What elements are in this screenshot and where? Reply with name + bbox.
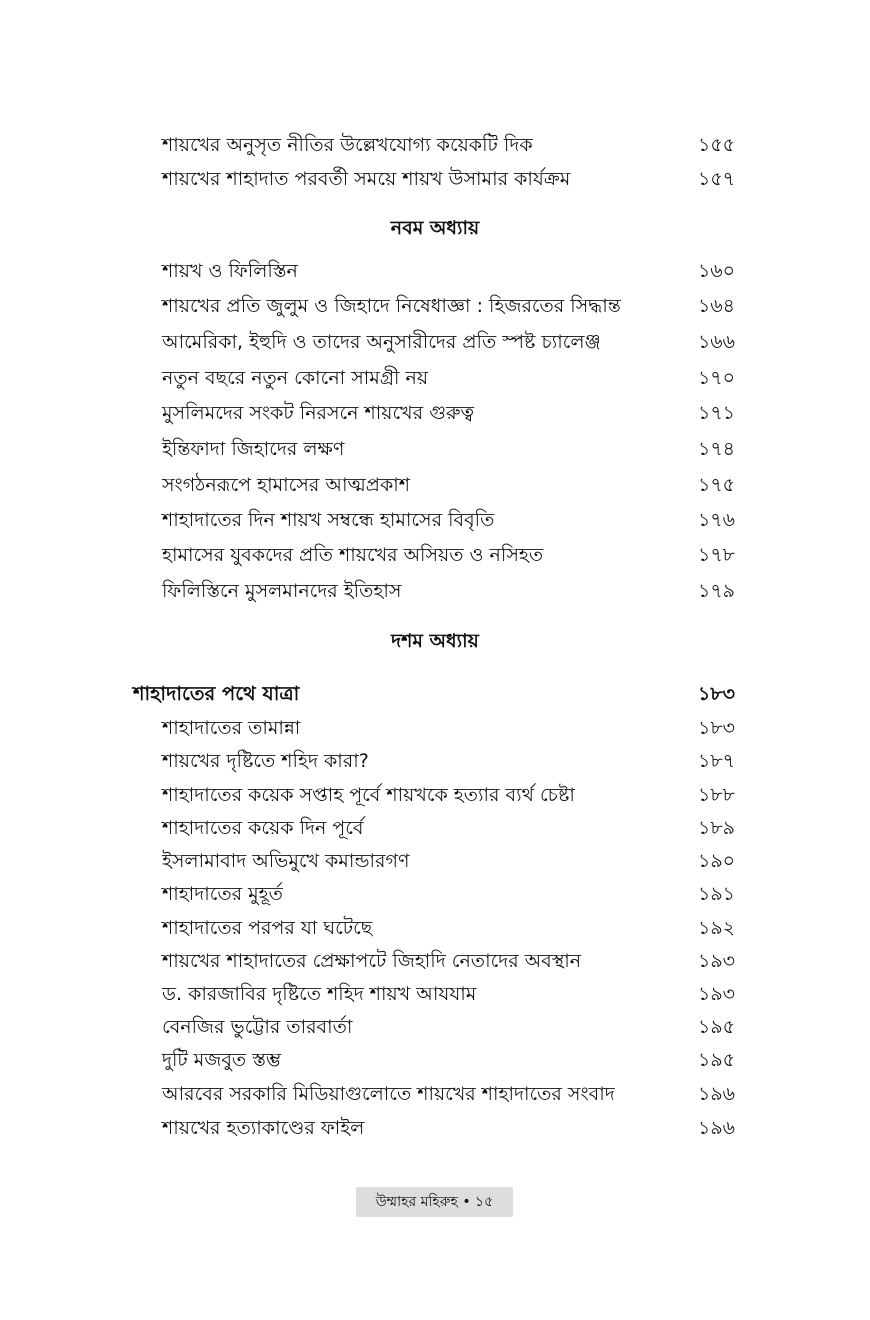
toc-entry-title: ফিলিস্তিনে মুসলমানদের ইতিহাস — [162, 580, 402, 602]
toc-entry — [0, 363, 870, 397]
page-footer: উম্মাহর মহিরুহ • ১৫ — [356, 1187, 513, 1217]
toc-entry-page: ১৯৬ — [697, 1117, 735, 1139]
toc-entry-title: শায়খের দৃষ্টিতে শহিদ কারা? — [162, 750, 369, 772]
toc-entry-title: শাহাদাতের দিন শায়খ সম্বন্ধে হামাসের বিবৃতি — [162, 509, 495, 531]
toc-entry-page: ১৮৩ — [697, 717, 735, 739]
toc-entry — [0, 913, 870, 947]
toc-entry-page: ১৯২ — [697, 917, 735, 939]
toc-entry — [0, 780, 870, 814]
toc-entry — [0, 130, 870, 164]
toc-entry — [0, 713, 870, 747]
toc-entry-title: দুটি মজবুত স্তম্ভ — [162, 1049, 281, 1071]
toc-entry-page: ১৭৮ — [697, 544, 735, 566]
toc-entry-page: ১৭৯ — [697, 580, 735, 602]
toc-entry-title: ইন্তিফাদা জিহাদের লক্ষণ — [162, 438, 345, 460]
toc-entry-title: ড. কারজাবির দৃষ্টিতে শহিদ শায়খ আযযাম — [162, 983, 477, 1005]
toc-entry-page: ১৬৬ — [697, 331, 735, 353]
toc-entry-title: ইসলামাবাদ অভিমুখে কমান্ডারগণ — [162, 850, 410, 872]
toc-entry — [0, 434, 870, 468]
toc-entry-title: মুসলিমদের সংকট নিরসনে শায়খের গুরুত্ব — [162, 402, 475, 424]
toc-entry-page: ১৫৫ — [698, 134, 735, 156]
toc-entry-page: ১৯৩ — [697, 983, 735, 1005]
chapter-heading: নবম অধ্যায় — [390, 217, 480, 239]
toc-entry — [0, 846, 870, 880]
toc-entry-title: বেনজির ভুট্টোর তারবার্তা — [162, 1016, 353, 1038]
toc-main-entry-page: ১৮৩ — [697, 683, 735, 705]
toc-entry-title: শায়খের শাহাদাত পরবর্তী সময়ে শায়খ উসামার কার্যক্রম — [162, 168, 571, 190]
toc-entry — [0, 291, 870, 325]
toc-entry-page: ১৫৭ — [697, 168, 735, 190]
toc-entry-title: শাহাদাতের তামান্না — [162, 717, 301, 739]
toc-entry-page: ১৭৫ — [697, 474, 735, 496]
toc-entry — [0, 813, 870, 847]
toc-entry-page: ১৭৬ — [697, 509, 735, 531]
toc-entry-title: শাহাদাতের কয়েক সপ্তাহ পূর্বে শায়খকে হত্যার ব্যর্থ চেষ্টা — [162, 784, 575, 806]
toc-entry — [0, 327, 870, 361]
toc-entry-title: সংগঠনরূপে হামাসের আত্মপ্রকাশ — [162, 474, 411, 496]
toc-entry-page: ১৭৪ — [697, 438, 735, 460]
toc-entry — [0, 505, 870, 539]
toc-entry — [0, 979, 870, 1013]
toc-entry-page: ১৬০ — [697, 260, 735, 282]
toc-entry-page: ১৮৯ — [698, 817, 735, 839]
toc-entry-page: ১৯৫ — [698, 1049, 735, 1071]
toc-entry — [0, 879, 870, 913]
toc-entry-title: শাহাদাতের পরপর যা ঘটেছে — [162, 917, 373, 939]
toc-entry-title: শাহাদাতের মুহূর্ত — [162, 883, 283, 905]
toc-entry-page: ১৮৭ — [697, 750, 735, 772]
toc-entry-title: শায়খ ও ফিলিস্তিন — [162, 260, 298, 282]
toc-entry-title: হামাসের যুবকদের প্রতি শায়খের অসিয়ত ও নসিহত — [162, 544, 544, 566]
toc-main-entry-title: শাহাদাতের পথে যাত্রা — [133, 682, 300, 705]
toc-entry-title: নতুন বছরে নতুন কোনো সামগ্রী নয় — [162, 367, 429, 389]
toc-entry — [0, 1012, 870, 1046]
toc-entry-page: ১৯১ — [698, 883, 735, 905]
toc-entry-page: ১৯৩ — [697, 950, 735, 972]
toc-entry-title: আমেরিকা, ইহুদি ও তাদের অনুসারীদের প্রতি স্পষ্ট চ্যালেঞ্জ — [162, 331, 601, 353]
toc-main-entry — [0, 679, 870, 713]
toc-entry-page: ১৮৮ — [698, 784, 735, 806]
toc-entry-page: ১৯০ — [697, 850, 735, 872]
toc-entry — [0, 576, 870, 610]
toc-entry — [0, 1079, 870, 1113]
toc-entry-page: ১৭১ — [697, 402, 735, 424]
toc-entry — [0, 398, 870, 432]
toc-entry — [0, 540, 870, 574]
toc-entry-title: শায়খের অনুসৃত নীতির উল্লেখযোগ্য কয়েকটি দিক — [162, 134, 533, 156]
toc-entry-title: শায়খের প্রতি জুলুম ও জিহাদে নিষেধাজ্ঞা : হিজরতের সিদ্ধান্ত — [162, 295, 621, 317]
toc-entry-page: ১৬৪ — [697, 295, 735, 317]
toc-entry-page: ১৭০ — [697, 367, 735, 389]
toc-entry-title: আরবের সরকারি মিডিয়াগুলোতে শায়খের শাহাদাতের সংবাদ — [162, 1083, 615, 1105]
toc-entry — [0, 256, 870, 290]
toc-entry — [0, 1113, 870, 1147]
toc-entry-title: শায়খের শাহাদাতের প্রেক্ষাপটে জিহাদি নেতাদের অবস্থান — [162, 950, 582, 972]
toc-entry-page: ১৯৬ — [697, 1083, 735, 1105]
chapter-heading: দশম অধ্যায় — [391, 630, 479, 652]
toc-entry — [0, 746, 870, 780]
toc-entry — [0, 470, 870, 504]
toc-entry-page: ১৯৫ — [698, 1016, 735, 1038]
toc-entry — [0, 946, 870, 980]
toc-entry — [0, 1045, 870, 1079]
toc-entry — [0, 164, 870, 198]
toc-entry-title: শায়খের হত্যাকাণ্ডের ফাইল — [162, 1117, 365, 1139]
toc-entry-title: শাহাদাতের কয়েক দিন পূর্বে — [162, 817, 364, 839]
